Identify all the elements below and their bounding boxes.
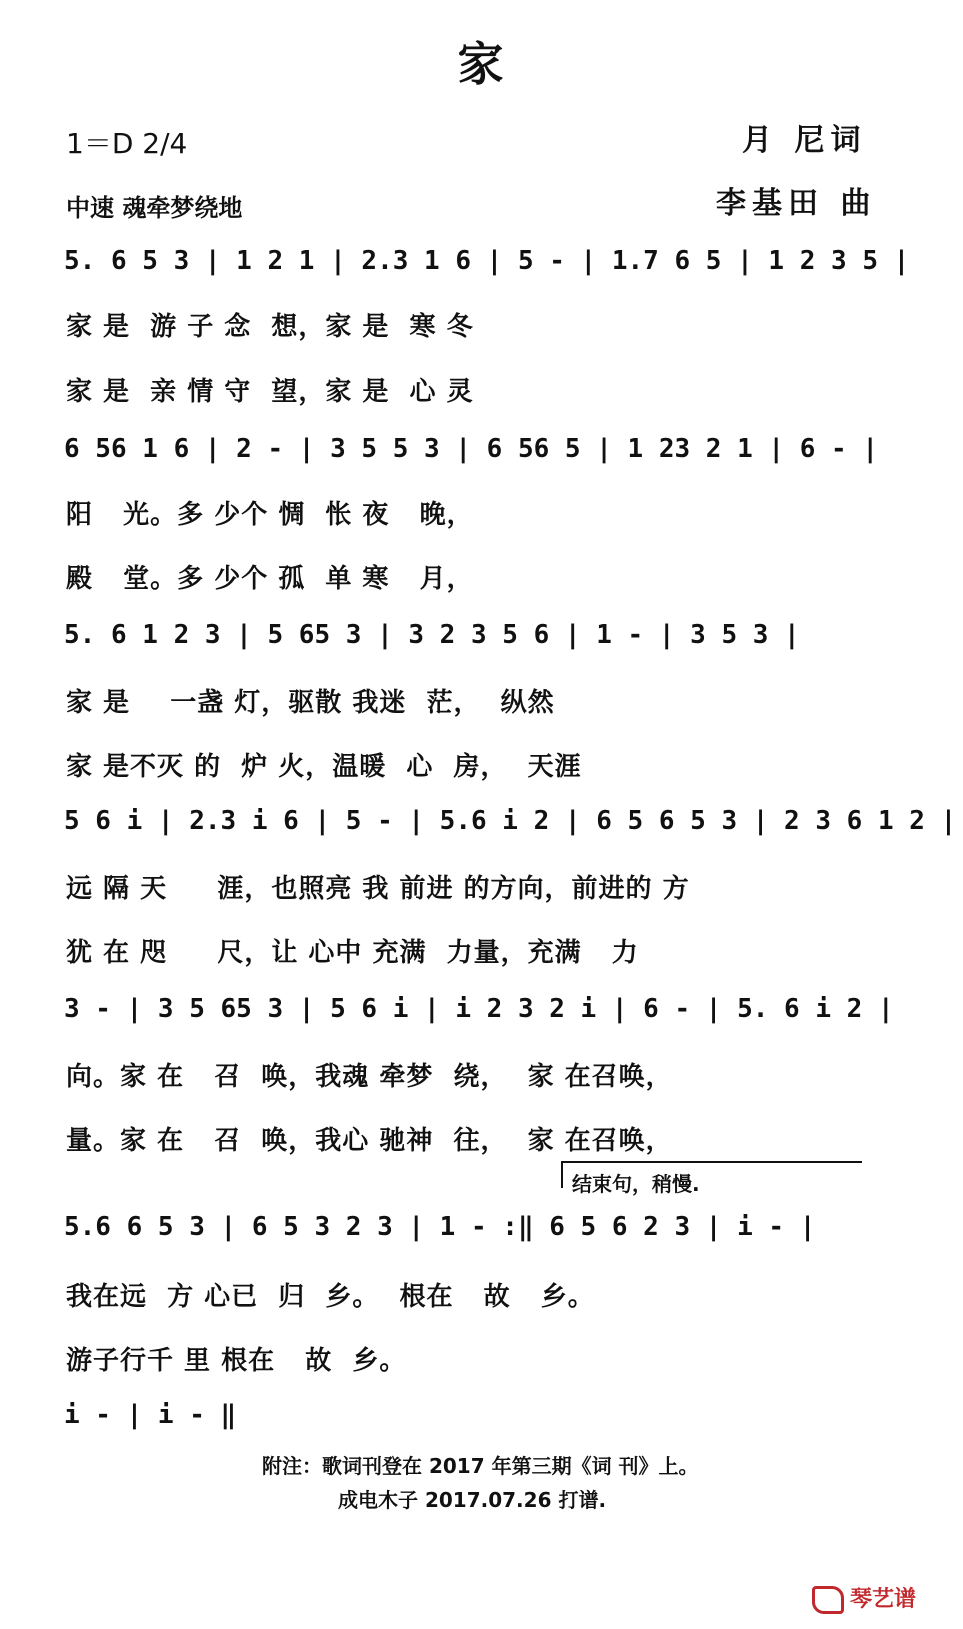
- score-line-6: 5.6 6 5 3 | 6 5 3 2 3 | 1 - :‖ 6 5 6 2 3 | i - |: [64, 1212, 816, 1242]
- score-line-5: 3 - | 3 5 65 3 | 5 6 i | i 2 3 2 i | 6 - | 5. 6 i 2 |: [64, 994, 894, 1024]
- lyric-line-1a: 家 是 游 子 念 想，家 是 寒 冬: [66, 312, 474, 342]
- lyric-line-4b: 犹 在 咫 尺，让 心中 充满 力量，充满 力: [66, 938, 639, 968]
- watermark-logo-icon: [812, 1586, 844, 1614]
- lyricist-credit: 月 尼词: [742, 123, 867, 158]
- lyric-line-2a: 阳 光。多 少个 惆 怅 夜 晚，: [66, 500, 474, 530]
- page-title: 家: [457, 37, 506, 91]
- tempo-marking: 中速 魂牵梦绕地: [66, 194, 243, 222]
- lyric-line-2b: 殿 堂。多 少个 孤 单 寒 月，: [66, 564, 474, 594]
- watermark-text: 琴艺谱: [850, 1587, 917, 1612]
- score-line-7: i - | i - ‖: [64, 1400, 237, 1430]
- lyric-line-5b: 量。家 在 召 唤，我心 驰神 往， 家 在召唤，: [66, 1126, 673, 1156]
- footnote-publication: 附注：歌词刊登在 2017 年第三期《词 刊》上。: [262, 1454, 699, 1478]
- score-line-2: 6 56 1 6 | 2 - | 3 5 5 3 | 6 56 5 | 1 23 2 1 | 6 - |: [64, 434, 878, 464]
- score-line-1: 5. 6 5 3 | 1 2 1 | 2.3 1 6 | 5 - | 1.7 6 5 | 1 2 3 5 |: [64, 246, 910, 276]
- lyric-line-3b: 家 是不灭 的 炉 火，温暖 心 房， 天涯: [66, 752, 582, 782]
- watermark: [812, 1582, 916, 1614]
- ending-instruction: 结束句，稍慢.: [572, 1172, 700, 1196]
- key-time-signature: 1＝D 2/4: [66, 127, 188, 160]
- lyric-line-1b: 家 是 亲 情 守 望，家 是 心 灵: [66, 377, 474, 407]
- lyric-line-6a: 我在远 方 心已 归 乡。 根在 故 乡。: [66, 1282, 595, 1312]
- score-line-3: 5. 6 1 2 3 | 5 65 3 | 3 2 3 5 6 | 1 - | 3 5 3 |: [64, 620, 800, 650]
- composer-credit: 李基田 曲: [716, 186, 877, 221]
- score-line-4: 5 6 i | 2.3 i 6 | 5 - | 5.6 i 2 | 6 5 6 5 3 | 2 3 6 1 2 |: [64, 806, 957, 836]
- lyric-line-5a: 向。家 在 召 唤，我魂 牵梦 绕， 家 在召唤，: [66, 1062, 673, 1092]
- lyric-line-4a: 远 隔 天 涯，也照亮 我 前进 的方向，前进的 方: [66, 874, 690, 904]
- footnote-transcriber: 成电木子 2017.07.26 打谱.: [338, 1488, 607, 1512]
- lyric-line-6b: 游子行千 里 根在 故 乡。: [66, 1346, 407, 1376]
- lyric-line-3a: 家 是 一盏 灯，驱散 我迷 茫， 纵然: [66, 688, 555, 718]
